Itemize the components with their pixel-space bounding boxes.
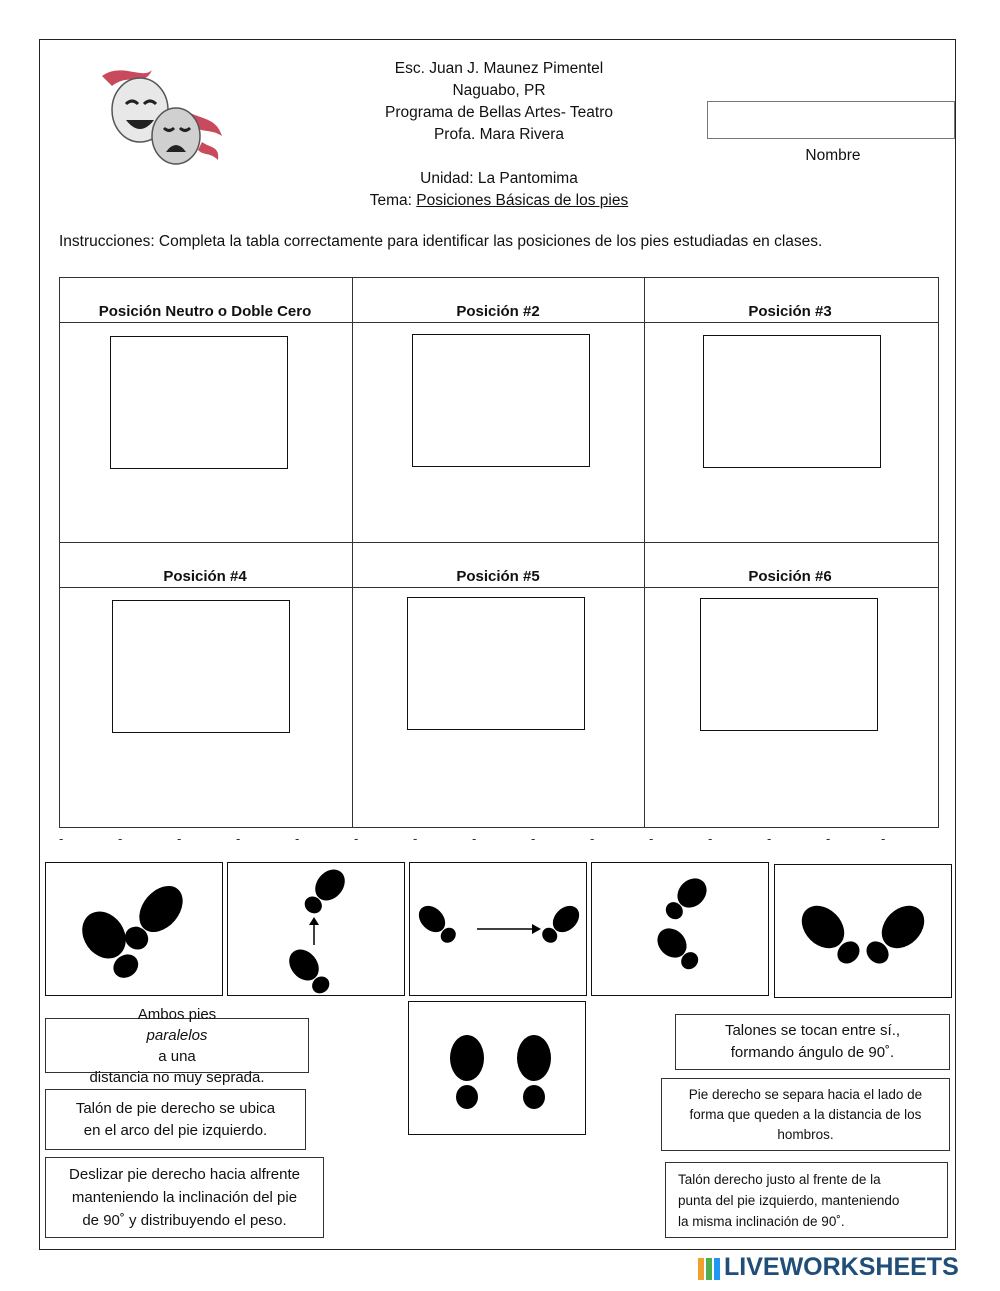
separator-dash: -	[472, 831, 477, 846]
feet-slide-side-icon	[410, 863, 588, 997]
separator-dash: -	[177, 831, 182, 846]
separator-dash: -	[236, 831, 241, 846]
separator-dash: -	[881, 831, 886, 846]
table-divider	[352, 277, 353, 828]
feet-heels-together-icon	[775, 865, 953, 999]
desc-parallel-line2: distancia no muy seprada.	[89, 1068, 265, 1086]
liveworksheets-logo-icon	[698, 1258, 720, 1280]
answer-drop-zone-3[interactable]	[703, 335, 881, 468]
school-name: Esc. Juan J. Maunez Pimentel	[394, 60, 604, 77]
desc-heel-front-line3: la misma inclinación de 90˚.	[678, 1213, 845, 1229]
desc-heel-arch-line1: Talón de pie derecho se ubica	[75, 1099, 276, 1117]
table-divider	[59, 542, 939, 543]
desc-heels-touch-line2: formando ángulo de 90˚.	[730, 1044, 895, 1061]
desc-slide[interactable]	[45, 1157, 324, 1238]
feet-card-slide-side[interactable]	[409, 862, 587, 996]
name-input[interactable]	[707, 101, 955, 139]
header-position-5: Posición #5	[456, 568, 540, 585]
separator-dash: -	[59, 831, 64, 846]
desc-shoulders-line1: Pie derecho se separa hacia el lado de	[688, 1086, 923, 1102]
desc-parallel[interactable]	[45, 1005, 309, 1086]
desc-text: Ambos pies	[137, 1005, 217, 1023]
desc-slide-line3: de 90˚ y distribuyendo el peso.	[82, 1212, 287, 1229]
feet-card-heel-arch[interactable]	[591, 862, 769, 996]
feet-step-forward-icon	[228, 863, 406, 997]
name-label: Nombre	[805, 147, 861, 164]
answer-drop-zone-6[interactable]	[700, 598, 878, 731]
desc-heels-touch[interactable]	[675, 1014, 950, 1070]
feet-card-parallel[interactable]	[408, 1001, 586, 1135]
header-neutral-position: Posición Neutro o Doble Cero	[98, 303, 312, 320]
table-divider	[644, 277, 645, 828]
theater-masks-icon	[92, 62, 226, 170]
desc-heel-front-line2: punta del pie izquierdo, manteniendo	[678, 1192, 900, 1208]
desc-heel-front[interactable]	[665, 1162, 948, 1238]
unit-label: Unidad: La Pantomima	[420, 170, 578, 187]
feet-heel-arch-icon	[592, 863, 770, 997]
header-position-3: Posición #3	[748, 303, 832, 320]
separator-dash: -	[531, 831, 536, 846]
program-name: Programa de Bellas Artes- Teatro	[384, 104, 614, 121]
desc-heel-arch-line2: en el arco del pie izquierdo.	[83, 1121, 268, 1139]
separator-dash: -	[708, 831, 713, 846]
desc-emphasis: paralelos	[146, 1026, 208, 1044]
separator-dash: -	[295, 831, 300, 846]
table-divider	[59, 322, 939, 323]
feet-card-diagonal[interactable]	[45, 862, 223, 996]
town-name: Naguabo, PR	[452, 82, 546, 99]
desc-slide-line2: manteniendo la inclinación del pie	[71, 1189, 298, 1206]
desc-slide-line1: Deslizar pie derecho hacia alfrente	[69, 1166, 300, 1183]
feet-card-heels-together[interactable]	[774, 864, 952, 998]
topic-title: Posiciones Básicas de los pies	[416, 192, 629, 209]
instructions-text: Instrucciones: Completa la tabla correctamente para identificar las posiciones de los pies estudiadas en clases.	[59, 233, 823, 250]
desc-parallel-line1	[89, 1004, 264, 1067]
answer-drop-zone-neutral[interactable]	[110, 336, 288, 469]
answer-drop-zone-5[interactable]	[407, 597, 585, 730]
teacher-name: Profa. Mara Rivera	[433, 126, 565, 143]
separator-dash: -	[767, 831, 772, 846]
header-position-4: Posición #4	[163, 568, 247, 585]
separator-dash: -	[649, 831, 654, 846]
header-position-2: Posición #2	[456, 303, 540, 320]
feet-parallel-icon	[409, 1002, 587, 1136]
desc-heel-front-line1: Talón derecho justo al frente de la	[678, 1171, 881, 1187]
feet-card-step-forward[interactable]	[227, 862, 405, 996]
brand-name: LIVEWORKSHEETS	[724, 1253, 959, 1281]
desc-heel-arch[interactable]	[45, 1089, 306, 1150]
separator-dash: -	[590, 831, 595, 846]
table-divider	[59, 587, 939, 588]
separator-dash: -	[413, 831, 418, 846]
header-block	[300, 58, 698, 212]
header-position-6: Posición #6	[748, 568, 832, 585]
desc-shoulders-line3: hombros.	[777, 1126, 834, 1142]
feet-diagonal-icon	[46, 863, 224, 997]
separator-dash: -	[118, 831, 123, 846]
desc-text: a una	[158, 1047, 196, 1065]
desc-shoulders[interactable]	[661, 1078, 950, 1151]
topic-prefix: Tema:	[369, 192, 417, 209]
separator-dash: -	[826, 831, 831, 846]
separator-dash: -	[354, 831, 359, 846]
answer-drop-zone-4[interactable]	[112, 600, 290, 733]
desc-heels-touch-line1: Talones se tocan entre sí.,	[724, 1022, 901, 1039]
topic-line	[300, 190, 698, 212]
desc-shoulders-line2: forma que queden a la distancia de los	[689, 1106, 922, 1122]
answer-drop-zone-2[interactable]	[412, 334, 590, 467]
